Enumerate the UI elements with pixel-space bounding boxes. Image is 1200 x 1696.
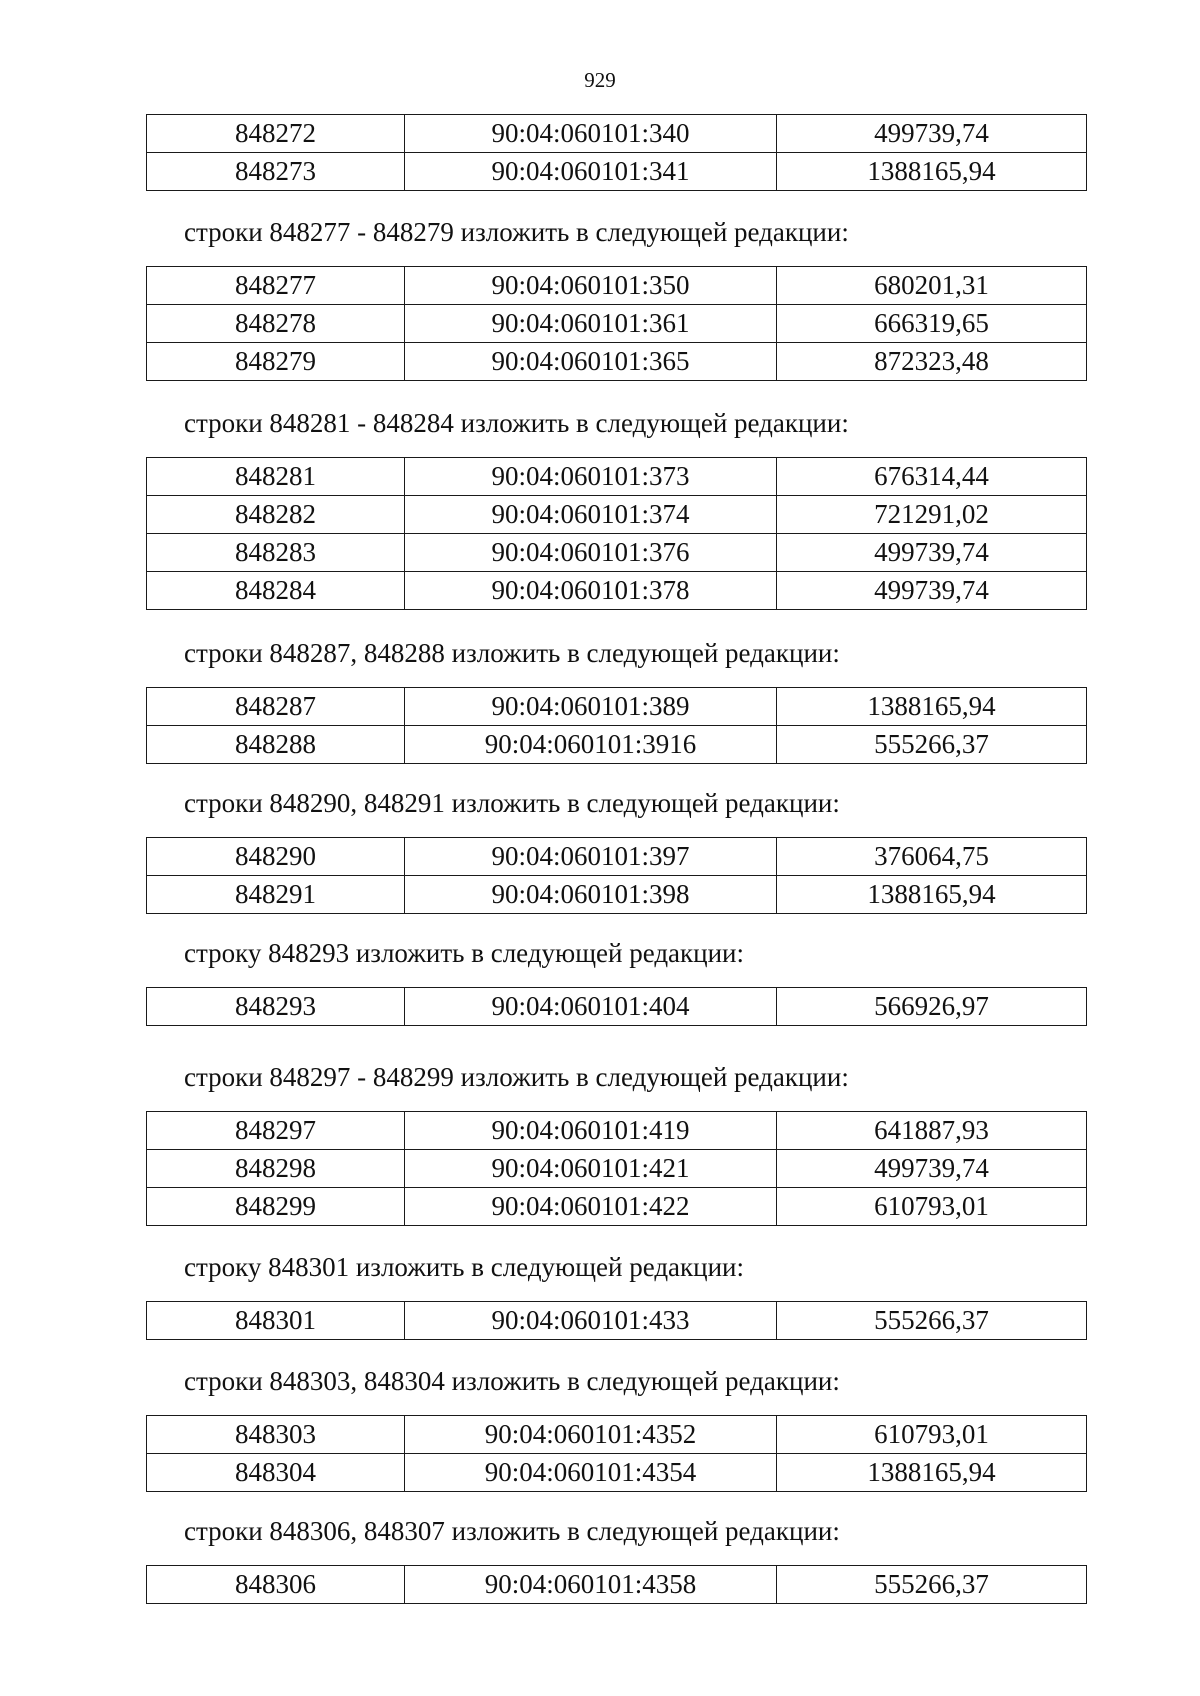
- row-number-cell: 848282: [147, 496, 405, 534]
- row-number-cell: 848272: [147, 115, 405, 153]
- table-row: [147, 1454, 1087, 1492]
- amendment-table: [146, 457, 1087, 610]
- section-caption: строки 848297 - 848299 изложить в следующей редакции:: [184, 1062, 849, 1092]
- value-cell: 610793,01: [777, 1188, 1087, 1226]
- value-cell: 676314,44: [777, 458, 1087, 496]
- row-number-cell: 848287: [147, 688, 405, 726]
- cadastral-number-cell: 90:04:060101:361: [405, 305, 777, 343]
- row-number-cell: 848299: [147, 1188, 405, 1226]
- row-number-cell: 848273: [147, 153, 405, 191]
- cadastral-number-cell: 90:04:060101:373: [405, 458, 777, 496]
- table-row: [147, 1150, 1087, 1188]
- section-caption: строку 848301 изложить в следующей редакции:: [184, 1252, 745, 1282]
- cadastral-number-cell: 90:04:060101:376: [405, 534, 777, 572]
- row-number-cell: 848281: [147, 458, 405, 496]
- table-row: [147, 572, 1087, 610]
- row-number-cell: 848283: [147, 534, 405, 572]
- row-number-cell: 848304: [147, 1454, 405, 1492]
- row-number-cell: 848277: [147, 267, 405, 305]
- cadastral-number-cell: 90:04:060101:433: [405, 1302, 777, 1340]
- amendment-table: [146, 266, 1087, 381]
- amendment-table: [146, 1565, 1087, 1604]
- section-caption: строки 848306, 848307 изложить в следующей редакции:: [184, 1516, 840, 1546]
- table-row: [147, 838, 1087, 876]
- table-row: [147, 726, 1087, 764]
- table-row: [147, 1112, 1087, 1150]
- value-cell: 499739,74: [777, 572, 1087, 610]
- section-caption: строки 848290, 848291 изложить в следующей редакции:: [184, 788, 840, 818]
- amendment-table: [146, 687, 1087, 764]
- row-number-cell: 848288: [147, 726, 405, 764]
- cadastral-number-cell: 90:04:060101:4354: [405, 1454, 777, 1492]
- row-number-cell: 848291: [147, 876, 405, 914]
- amendment-table: [146, 114, 1087, 191]
- value-cell: 499739,74: [777, 1150, 1087, 1188]
- table-row: [147, 1416, 1087, 1454]
- table-row: [147, 1566, 1087, 1604]
- value-cell: 1388165,94: [777, 688, 1087, 726]
- table-row: [147, 458, 1087, 496]
- cadastral-number-cell: 90:04:060101:419: [405, 1112, 777, 1150]
- cadastral-number-cell: 90:04:060101:365: [405, 343, 777, 381]
- amendment-table: [146, 837, 1087, 914]
- value-cell: 555266,37: [777, 1566, 1087, 1604]
- table-row: [147, 1302, 1087, 1340]
- value-cell: 680201,31: [777, 267, 1087, 305]
- row-number-cell: 848297: [147, 1112, 405, 1150]
- row-number-cell: 848290: [147, 838, 405, 876]
- value-cell: 610793,01: [777, 1416, 1087, 1454]
- row-number-cell: 848293: [147, 988, 405, 1026]
- row-number-cell: 848284: [147, 572, 405, 610]
- cadastral-number-cell: 90:04:060101:340: [405, 115, 777, 153]
- amendment-table: [146, 1111, 1087, 1226]
- section-caption: строки 848303, 848304 изложить в следующей редакции:: [184, 1366, 840, 1396]
- table-row: [147, 496, 1087, 534]
- table-row: [147, 343, 1087, 381]
- table-row: [147, 1188, 1087, 1226]
- amendment-table: [146, 1415, 1087, 1492]
- cadastral-number-cell: 90:04:060101:422: [405, 1188, 777, 1226]
- cadastral-number-cell: 90:04:060101:350: [405, 267, 777, 305]
- cadastral-number-cell: 90:04:060101:404: [405, 988, 777, 1026]
- value-cell: 1388165,94: [777, 1454, 1087, 1492]
- value-cell: 1388165,94: [777, 876, 1087, 914]
- section-caption: строки 848287, 848288 изложить в следующей редакции:: [184, 638, 840, 668]
- row-number-cell: 848298: [147, 1150, 405, 1188]
- row-number-cell: 848306: [147, 1566, 405, 1604]
- table-row: [147, 305, 1087, 343]
- cadastral-number-cell: 90:04:060101:341: [405, 153, 777, 191]
- section-caption: строки 848277 - 848279 изложить в следующей редакции:: [184, 217, 849, 247]
- value-cell: 721291,02: [777, 496, 1087, 534]
- section-caption: строки 848281 - 848284 изложить в следующей редакции:: [184, 408, 849, 438]
- row-number-cell: 848303: [147, 1416, 405, 1454]
- value-cell: 499739,74: [777, 115, 1087, 153]
- table-row: [147, 153, 1087, 191]
- cadastral-number-cell: 90:04:060101:397: [405, 838, 777, 876]
- table-row: [147, 988, 1087, 1026]
- row-number-cell: 848301: [147, 1302, 405, 1340]
- section-caption: строку 848293 изложить в следующей редакции:: [184, 938, 745, 968]
- value-cell: 872323,48: [777, 343, 1087, 381]
- value-cell: 566926,97: [777, 988, 1087, 1026]
- value-cell: 555266,37: [777, 726, 1087, 764]
- value-cell: 555266,37: [777, 1302, 1087, 1340]
- cadastral-number-cell: 90:04:060101:4358: [405, 1566, 777, 1604]
- table-row: [147, 876, 1087, 914]
- cadastral-number-cell: 90:04:060101:389: [405, 688, 777, 726]
- cadastral-number-cell: 90:04:060101:378: [405, 572, 777, 610]
- cadastral-number-cell: 90:04:060101:374: [405, 496, 777, 534]
- table-row: [147, 115, 1087, 153]
- value-cell: 376064,75: [777, 838, 1087, 876]
- value-cell: 499739,74: [777, 534, 1087, 572]
- row-number-cell: 848279: [147, 343, 405, 381]
- cadastral-number-cell: 90:04:060101:398: [405, 876, 777, 914]
- cadastral-number-cell: 90:04:060101:421: [405, 1150, 777, 1188]
- amendment-table: [146, 987, 1087, 1026]
- cadastral-number-cell: 90:04:060101:4352: [405, 1416, 777, 1454]
- amendment-table: [146, 1301, 1087, 1340]
- value-cell: 1388165,94: [777, 153, 1087, 191]
- table-row: [147, 534, 1087, 572]
- cadastral-number-cell: 90:04:060101:3916: [405, 726, 777, 764]
- row-number-cell: 848278: [147, 305, 405, 343]
- table-row: [147, 267, 1087, 305]
- page-number: 929: [584, 68, 616, 92]
- table-row: [147, 688, 1087, 726]
- value-cell: 666319,65: [777, 305, 1087, 343]
- value-cell: 641887,93: [777, 1112, 1087, 1150]
